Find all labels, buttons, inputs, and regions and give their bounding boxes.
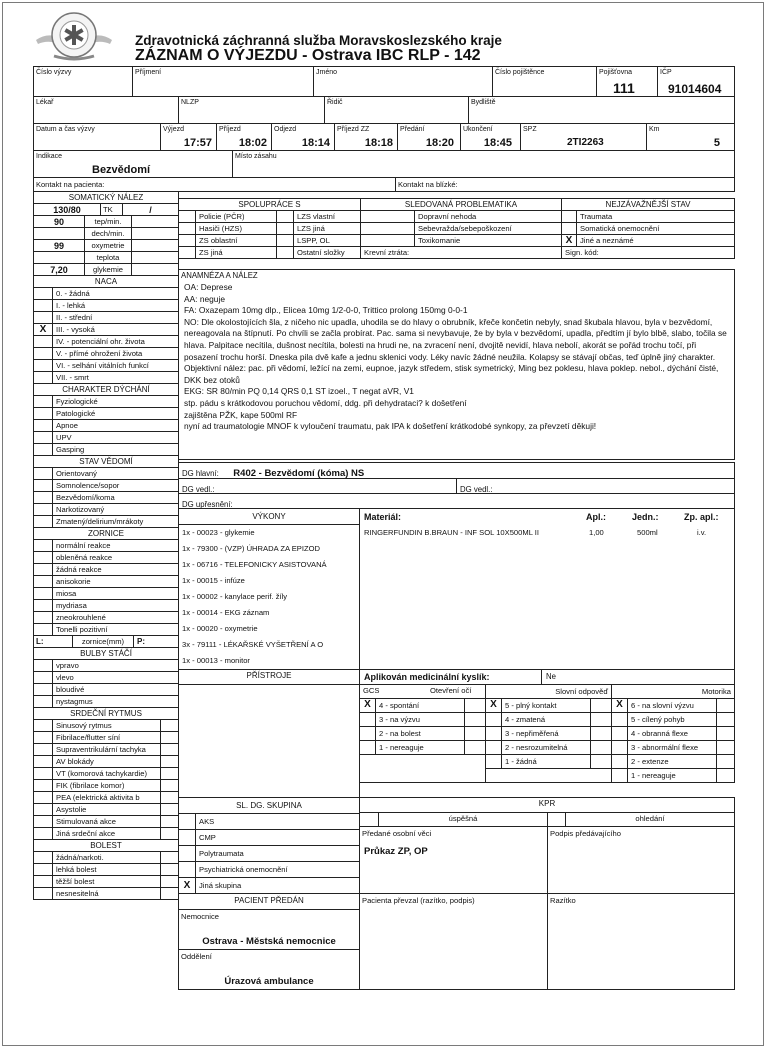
datum-label: Datum a čas výzvy	[36, 126, 95, 133]
vykon-item: 1x - 00002 - kanylace perif. žíly	[182, 592, 288, 601]
spoluprace-title: SPOLUPRÁCE S	[238, 200, 301, 209]
skupina-checkbox[interactable]: X	[178, 877, 196, 894]
gcs-motorika-score[interactable]	[716, 712, 735, 727]
vedomi-item: Orientovaný	[52, 467, 179, 480]
icp-label: IČP	[660, 69, 672, 76]
vital-unit: glykemie	[84, 263, 132, 276]
sledovana-item: Sebevražda/sebepoškození	[414, 222, 562, 235]
gcs-oci-item: 1 - nereaguje	[375, 740, 465, 755]
predane-veci-label: Předané osobní věci	[362, 829, 432, 838]
cislo-vyzvy-field[interactable]	[33, 66, 133, 97]
material-header-jedn: Jedn.:	[632, 512, 659, 522]
zornice-item: anisokorie	[52, 575, 179, 588]
gcs-slovni-item: 3 - nepřiměřená	[501, 726, 591, 741]
vyjezd-label: Výjezd	[163, 126, 185, 133]
vital-value[interactable]: 130/80	[33, 203, 101, 216]
spoluprace-item: Policie (PČR)	[195, 210, 277, 223]
gcs-slovni-checkbox[interactable]	[485, 712, 502, 727]
anamneza-line: stp. pádu s krátkodovou poruchou vědomí, ddg. při dehydrataci? k došetření	[184, 397, 467, 408]
material-box	[359, 508, 735, 670]
misto-zasahu-label: Místo zásahu	[235, 153, 277, 160]
gcs-oci-checkbox[interactable]	[359, 712, 376, 727]
km-label: Km	[649, 126, 660, 133]
indikace-value: Bezvědomí	[92, 164, 151, 176]
icp-value: 91014604	[668, 82, 722, 96]
gcs-motorika-item: 4 - obranná flexe	[627, 726, 717, 741]
kpr-header	[359, 797, 735, 813]
gcs-oci-title: Otevření očí	[430, 686, 472, 695]
bolest-extra-check[interactable]	[160, 887, 179, 900]
spoluprace-checkbox[interactable]	[178, 246, 196, 259]
dychani-title: CHARAKTER DÝCHÁNÍ	[62, 385, 150, 394]
gcs-title: GCS	[363, 686, 380, 695]
prijezd-zz-field[interactable]	[334, 123, 398, 151]
prijezd-label: Příjezd	[219, 126, 241, 133]
vital-unit: dech/min.	[84, 227, 132, 240]
vital-unit: oxymetrie	[84, 239, 132, 252]
gcs-oci-item: 2 - na bolest	[375, 726, 465, 741]
material-row-zp: i.v.	[697, 528, 707, 537]
sledovana-item: Toxikomanie	[414, 234, 562, 247]
vedomi-item: Bezvědomí/koma	[52, 491, 179, 504]
dg-vedl-1-field[interactable]	[178, 478, 457, 494]
zornice-p-label: P:	[133, 635, 179, 648]
anamneza-line: FA: Oxazepam 10mg dlp., Elicea 10mg 1/2-0-0, Trittico prolong 150mg 0-0-1	[184, 305, 468, 316]
zornice-item: obleněná reakce	[52, 551, 179, 564]
ridic-field[interactable]	[324, 96, 469, 124]
vital-unit: TK	[100, 203, 123, 216]
km-value: 5	[713, 137, 720, 149]
naca-title: NACA	[94, 277, 118, 286]
gcs-slovni-header	[485, 684, 612, 699]
nemocnice-label: Nemocnice	[181, 912, 219, 921]
dg-hlavni-label: DG hlavní:	[182, 469, 219, 478]
nejzavaznejsi-item: Traumata	[576, 210, 735, 223]
zornice-item: Tonelli pozitivní	[52, 623, 179, 636]
gcs-slovni-checkbox[interactable]	[485, 754, 502, 769]
pristroje-header	[178, 669, 360, 685]
rytmus-item: Asystolie	[52, 803, 161, 816]
dychani-item: Fyziologické	[52, 395, 179, 408]
dg-vedl-1-label: DG vedl.:	[182, 485, 215, 494]
zornice-item: mydriasa	[52, 599, 179, 612]
km-field[interactable]	[646, 123, 735, 151]
rytmus-item: Jiná srdeční akce	[52, 827, 161, 840]
datum-field[interactable]	[33, 123, 161, 151]
vedomi-title: STAV VĚDOMÍ	[79, 457, 133, 466]
predani-label: Předání	[400, 126, 425, 133]
kpr-ohledani-label-cell	[565, 812, 735, 827]
anamneza-line: EKG: SR 80/min PQ 0,14 QRS 0,1 ST izoel., T negat aVR, V1	[184, 386, 414, 397]
gcs-oci-checkbox[interactable]: X	[359, 698, 376, 713]
gcs-slovni-score[interactable]	[590, 698, 612, 713]
zornice-item: žádná reakce	[52, 563, 179, 576]
predani-field[interactable]	[397, 123, 461, 151]
naca-item: VI. - selhání vitálních funkcí	[52, 359, 179, 372]
zzs-logo	[34, 10, 114, 62]
gcs-oci-score[interactable]	[464, 698, 486, 713]
gcs-oci-score[interactable]	[464, 712, 486, 727]
vedomi-item: Somnolence/sopor	[52, 479, 179, 492]
gcs-motorika-header	[611, 684, 735, 699]
naca-checkbox[interactable]: X	[33, 323, 53, 336]
anamneza-line: OA: Deprese	[184, 282, 233, 292]
ridic-label: Řidič	[327, 99, 343, 106]
zornice-item: zneokrouhlené	[52, 611, 179, 624]
pojistovna-field[interactable]	[596, 66, 658, 97]
misto-zasahu-field[interactable]	[232, 150, 735, 178]
spoluprace-item: LZS vlastní	[293, 210, 361, 223]
anamneza-line: NO: Dle okolostojících šla, z ničeho nic upadla, uhodila se do hlavy o obrubník, křeče končetin nebyly, snad škubala hlavou, byla v bezvědomí, nereagovala na štípnutí. Po chvíli se začla probírat. Pac. sama si nevybavuje, že by byla v bezvědomí, upadla, předtím jí bylo blbě, slabo, točila se hlava. Palpitace necítila, dušnost necítila, bolesti na hrudi ne, na zvracení není, dvojitě nevidí, hlava nebolí, akorát se pořád trochu točí, při posazení trochu horší. Dneska pila dvě kafe a jednu sklenici vody. Léky navíc žádné neužila. Kolapsy se stávají občas, teď úplně jiný charakter.	[184, 316, 727, 362]
ukonceni-label: Ukončení	[463, 126, 493, 133]
ukonceni-value: 18:45	[483, 137, 512, 149]
anamneza-text	[179, 282, 734, 433]
anamneza-line: zajištěna PŽK, kape 500ml RF	[184, 409, 298, 420]
vykony-header	[178, 508, 360, 525]
bydliste-label: Bydliště	[471, 99, 496, 106]
skupina-item: AKS	[195, 813, 360, 830]
naca-item: V. - přímé ohrožení života	[52, 347, 179, 360]
rytmus-item: Sinusový rytmus	[52, 719, 161, 732]
somaticky-title: SOMATICKÝ NÁLEZ	[68, 193, 144, 202]
naca-item: II. - střední	[52, 311, 179, 324]
skupina-item: Psychiatrická onemocnění	[195, 861, 360, 878]
sledovana-item: Dopravní nehoda	[414, 210, 562, 223]
gcs-slovni-item: 4 - zmatená	[501, 712, 591, 727]
rytmus-item: AV blokády	[52, 755, 161, 768]
dg-hlavni-value: R402 - Bezvědomí (kóma) NS	[233, 468, 365, 479]
vykon-item: 1x - 00020 - oxymetrie	[182, 624, 258, 633]
gcs-motorika-checkbox[interactable]	[611, 768, 628, 783]
gcs-slovni-checkbox[interactable]: X	[485, 698, 502, 713]
oddeleni-label: Oddělení	[181, 952, 212, 961]
odjezd-value: 18:14	[301, 137, 330, 149]
vykon-item: 1x - 00014 - EKG záznam	[182, 608, 270, 617]
gcs-motorika-score[interactable]	[716, 726, 735, 741]
vykony-title: VÝKONY	[252, 512, 286, 521]
kontakt-pacient-label: Kontakt na pacienta:	[36, 180, 105, 189]
gcs-motorika-item: 6 - na slovní výzvu	[627, 698, 717, 713]
gcs-motorika-score[interactable]	[716, 768, 735, 783]
prijmeni-label: Příjmení	[135, 69, 162, 76]
kpr-ohledani-check[interactable]	[547, 812, 566, 827]
zornice-title: ZORNICE	[88, 529, 124, 538]
kpr-title: KPR	[538, 799, 556, 808]
gcs-slovni-item: 1 - žádná	[501, 754, 591, 769]
vykon-item: 1x - 00015 - infúze	[182, 576, 245, 585]
lekar-label: Lékař	[36, 99, 54, 106]
spoluprace-item: LSPP, OL	[293, 234, 361, 247]
gcs-motorika-title: Motorika	[701, 687, 731, 696]
vykon-item: 3x - 79111 - LÉKAŘSKÉ VYŠETŘENÍ A O	[182, 640, 324, 649]
material-header-name: Materiál:	[364, 512, 402, 522]
skupina-checkbox[interactable]	[178, 861, 196, 878]
vyjezd-value: 17:57	[183, 137, 212, 149]
skupina-item: Polytraumata	[195, 845, 360, 862]
rytmus-item: VT (komorová tachykardie)	[52, 767, 161, 780]
gcs-slovni-checkbox[interactable]	[485, 726, 502, 741]
anamneza-title: ANAMNÉZA A NÁLEZ	[181, 271, 258, 280]
anamneza-box	[178, 269, 735, 460]
kontakt-blizke-field[interactable]	[395, 177, 735, 192]
bolest-title: BOLEST	[90, 841, 122, 850]
prijezd-field[interactable]	[216, 123, 272, 151]
skupina-checkbox[interactable]	[178, 813, 196, 830]
gcs-slovni-score[interactable]	[590, 712, 612, 727]
nlzp-field[interactable]	[178, 96, 325, 124]
vital-value[interactable]: 99	[33, 239, 85, 252]
naca-item: VII. - smrt	[52, 371, 179, 384]
dg-vedl-2-label: DG vedl.:	[460, 485, 493, 494]
sledovana-title: SLEDOVANÁ PROBLEMATIKA	[404, 200, 518, 209]
gcs-oci-checkbox[interactable]	[359, 726, 376, 741]
dychani-item: Patologické	[52, 407, 179, 420]
icp-field[interactable]	[657, 66, 735, 97]
spoluprace-item: LZS jiná	[293, 222, 361, 235]
nejzavaznejsi-item: Jiné a neznámé	[576, 234, 735, 247]
ukonceni-field[interactable]	[460, 123, 521, 151]
zornice-l-label: L:	[33, 635, 73, 648]
predane-veci-value: Průkaz ZP, OP	[364, 846, 428, 857]
spz-value: 2TI2263	[567, 137, 604, 148]
anamneza-line: AA: neguje	[184, 293, 225, 304]
lekar-field[interactable]	[33, 96, 179, 124]
naca-item: I. - lehká	[52, 299, 179, 312]
anamneza-line: nyní ad traumatologie MNOF k vyloučení traumatu, pak IPA k došetření krátkodobé synkopy, za převzetí děkuji!	[184, 421, 597, 432]
bulby-item: vpravo	[52, 659, 179, 672]
vykon-item: 1x - 00013 - monitor	[182, 656, 250, 665]
vital-value[interactable]: 7,20	[33, 263, 85, 276]
cislo-vyzvy-label: Číslo výzvy	[36, 69, 72, 76]
vital-unit: tep/min.	[84, 215, 132, 228]
naca-item: III. - vysoká	[52, 323, 179, 336]
odjezd-field[interactable]	[271, 123, 335, 151]
material-header-apl: Apl.:	[586, 512, 606, 522]
gcs-slovni-score[interactable]	[590, 754, 612, 769]
gcs-motorika-item: 2 - extenze	[627, 754, 717, 769]
razitko-label: Razítko	[550, 896, 576, 905]
gcs-oci-score[interactable]	[464, 726, 486, 741]
oddeleni-field[interactable]	[178, 949, 360, 990]
spoluprace-item: ZS jiná	[195, 246, 277, 259]
pojistovna-label: Pojišťovna	[599, 69, 632, 76]
skupina-checkbox[interactable]	[178, 829, 196, 846]
gcs-slovni-title: Slovní odpověď	[555, 687, 608, 696]
gcs-motorika-score[interactable]	[716, 754, 735, 769]
skupina-checkbox[interactable]	[178, 845, 196, 862]
cislo-pojistence-label: Číslo pojištěnce	[495, 69, 545, 76]
rytmus-title: SRDEČNÍ RYTMUS	[70, 709, 142, 718]
prijmeni-field[interactable]	[132, 66, 314, 97]
gcs-motorika-checkbox[interactable]	[611, 754, 628, 769]
zornice-item: normální reakce	[52, 539, 179, 552]
dychani-item: Apnoe	[52, 419, 179, 432]
dg-hlavni-field[interactable]	[178, 462, 735, 479]
gcs-motorika-item: 3 - abnormální flexe	[627, 740, 717, 755]
nejzavaznejsi-title: NEJZÁVAŽNĚJŠÍ STAV	[605, 200, 691, 209]
bulby-item: vlevo	[52, 671, 179, 684]
bolest-item: žádná/narkoti.	[52, 851, 161, 864]
gcs-slovni-score[interactable]	[590, 726, 612, 741]
gcs-slovni-item: 5 - plný kontakt	[501, 698, 591, 713]
spoluprace-checkbox[interactable]	[276, 246, 294, 259]
nemocnice-value: Ostrava - Městská nemocnice	[202, 936, 336, 947]
prevzal-label: Pacienta převzal (razítko, podpis)	[362, 896, 475, 905]
vykon-item: 1x - 06716 - TELEFONICKY ASISTOVANÁ	[182, 560, 327, 569]
razitko-field[interactable]	[547, 893, 735, 990]
spoluprace-item: Hasiči (HZS)	[195, 222, 277, 235]
vykon-item: 1x - 00023 - glykemie	[182, 528, 255, 537]
vedomi-item: Narkotizovaný	[52, 503, 179, 516]
skupina-item: Jiná skupina	[195, 877, 360, 894]
spz-field[interactable]	[520, 123, 647, 151]
gcs-motorika-checkbox[interactable]	[611, 712, 628, 727]
sign-kod-field[interactable]: Sign. kód:	[561, 246, 735, 259]
vyjezd-field[interactable]	[160, 123, 217, 151]
dychani-item: Gasping	[52, 443, 179, 456]
cislo-pojistence-field[interactable]	[492, 66, 597, 97]
predan-header	[178, 893, 360, 910]
skupina-item: CMP	[195, 829, 360, 846]
page-title: ZÁZNAM O VÝJEZDU - Ostrava IBC RLP - 142	[135, 47, 481, 64]
kontakt-pacient-field[interactable]	[33, 177, 396, 192]
vykon-item: 1x - 79300 - (VZP) ÚHRADA ZA EPIZOD	[182, 544, 320, 553]
predane-veci-field[interactable]	[359, 826, 548, 894]
nejzavaznejsi-item: Somatická onemocnění	[576, 222, 735, 235]
material-row-apl: 1,00	[589, 528, 604, 537]
prijezd-zz-value: 18:18	[364, 137, 393, 149]
gcs-motorika-item: 1 - nereaguje	[627, 768, 717, 783]
dg-upresneni-label: DG upřesnění:	[182, 500, 233, 509]
gcs-motorika-score[interactable]	[716, 740, 735, 755]
bulby-item: nystagmus	[52, 695, 179, 708]
predani-value: 18:20	[425, 137, 454, 149]
rytmus-item: Fibrilace/flutter síní	[52, 731, 161, 744]
bolest-item: nesnesitelná	[52, 887, 161, 900]
prevzal-field[interactable]	[359, 893, 548, 990]
skupina-title: SL. DG. SKUPINA	[236, 801, 302, 810]
kyslik-label: Aplikován medicinální kyslík:	[364, 672, 490, 682]
vital-value[interactable]: 90	[33, 215, 85, 228]
kyslik-value-field[interactable]	[541, 669, 735, 685]
org-name: Zdravotnická záchranná služba Moravskoslezského kraje	[135, 33, 502, 48]
jmeno-field[interactable]	[313, 66, 493, 97]
skupina-header	[178, 797, 360, 814]
dg-vedl-2-field[interactable]	[456, 478, 735, 494]
bolest-checkbox[interactable]	[33, 887, 53, 900]
material-row-jedn: 500ml	[637, 528, 658, 537]
indikace-field[interactable]	[33, 150, 233, 178]
bulby-item: bloudivé	[52, 683, 179, 696]
material-header-zp: Zp. apl.:	[684, 512, 719, 522]
kpr-uspesna-check[interactable]	[359, 812, 379, 827]
naca-item: IV. - potenciální ohr. života	[52, 335, 179, 348]
bulby-title: BULBY STÁČÍ	[80, 649, 132, 658]
gcs-motorika-score[interactable]	[716, 698, 735, 713]
gcs-oci-score[interactable]	[464, 740, 486, 755]
gcs-motorika-checkbox[interactable]	[611, 726, 628, 741]
pojistovna-value: 111	[613, 80, 635, 96]
gcs-motorika-checkbox[interactable]: X	[611, 698, 628, 713]
spz-label: SPZ	[523, 126, 537, 133]
pristroje-title: PŘÍSTROJE	[246, 671, 292, 680]
nejzavaznejsi-checkbox[interactable]: X	[561, 234, 577, 247]
nemocnice-field[interactable]	[178, 909, 360, 950]
vedomi-item: Zmatený/delirium/mrákoty	[52, 515, 179, 528]
kyslik-value: Ne	[546, 672, 556, 681]
rytmus-item: PEA (elektrická aktivita b	[52, 791, 161, 804]
bolest-item: těžší bolest	[52, 875, 161, 888]
anamneza-line: Objektivní nález: pac. při vědomí, ležící na zemi, eupnoe, jazyk středem, stisk symetrický, Ming bez poklesu, hlava poklep. nebol., dýchání čisté, DKK bez otoků	[184, 363, 719, 385]
kontakt-blizke-label: Kontakt na blízké:	[398, 180, 458, 189]
gcs-oci-item: 4 - spontání	[375, 698, 465, 713]
bydliste-field[interactable]	[468, 96, 735, 124]
dychani-item: UPV	[52, 431, 179, 444]
gcs-oci-checkbox[interactable]	[359, 740, 376, 755]
vital-extra[interactable]: /	[122, 203, 179, 216]
rytmus-item: Supraventrikulární tachyka	[52, 743, 161, 756]
nlzp-label: NLZP	[181, 99, 199, 106]
vital-unit: teplota	[84, 251, 132, 264]
gcs-motorika-item: 5 - cílený pohyb	[627, 712, 717, 727]
rytmus-item: FIK (fibrilace komor)	[52, 779, 161, 792]
odjezd-label: Odjezd	[274, 126, 297, 133]
gcs-slovni-item: 2 - nesrozumitelná	[501, 740, 591, 755]
gcs-motorika-checkbox[interactable]	[611, 740, 628, 755]
jmeno-label: Jméno	[316, 69, 338, 76]
dg-upresneni-field[interactable]	[178, 493, 735, 509]
kpr-uspesna-label: úspěšná	[448, 814, 478, 823]
bolest-item: lehká bolest	[52, 863, 161, 876]
kpr-uspesna-label-cell	[378, 812, 548, 827]
predan-title: PACIENT PŘEDÁN	[234, 896, 304, 905]
podpis-label: Podpis předávajícího	[550, 829, 621, 838]
zornice-item: miosa	[52, 587, 179, 600]
gcs-oci-item: 3 - na výzvu	[375, 712, 465, 727]
prijezd-zz-label: Příjezd ZZ	[337, 126, 370, 133]
naca-item: 0. - žádná	[52, 287, 179, 300]
indikace-label: Indikace	[36, 153, 63, 160]
gcs-oci-empty	[359, 754, 486, 783]
krevni-ztrata-field[interactable]: Krevní ztráta:	[360, 246, 562, 259]
spoluprace-item: Ostatní složky	[293, 246, 361, 259]
material-row-name: RINGERFUNDIN B.BRAUN - INF SOL 10X500ML II	[364, 528, 539, 537]
gcs-slovni-checkbox[interactable]	[485, 740, 502, 755]
spoluprace-item: ZS oblastní	[195, 234, 277, 247]
oddeleni-value: Úrazová ambulance	[224, 976, 314, 987]
zornice-size-label: zornice(mm)	[72, 635, 134, 648]
kpr-ohledani-label: ohledání	[635, 814, 665, 823]
pristroje-box[interactable]	[178, 684, 360, 798]
vykony-list	[178, 524, 360, 670]
prijezd-value: 18:02	[238, 137, 267, 149]
kyslik-field	[359, 669, 542, 685]
podpis-field[interactable]	[547, 826, 735, 894]
gcs-slovni-empty	[485, 768, 612, 783]
gcs-slovni-score[interactable]	[590, 740, 612, 755]
rytmus-item: Stimulovaná akce	[52, 815, 161, 828]
